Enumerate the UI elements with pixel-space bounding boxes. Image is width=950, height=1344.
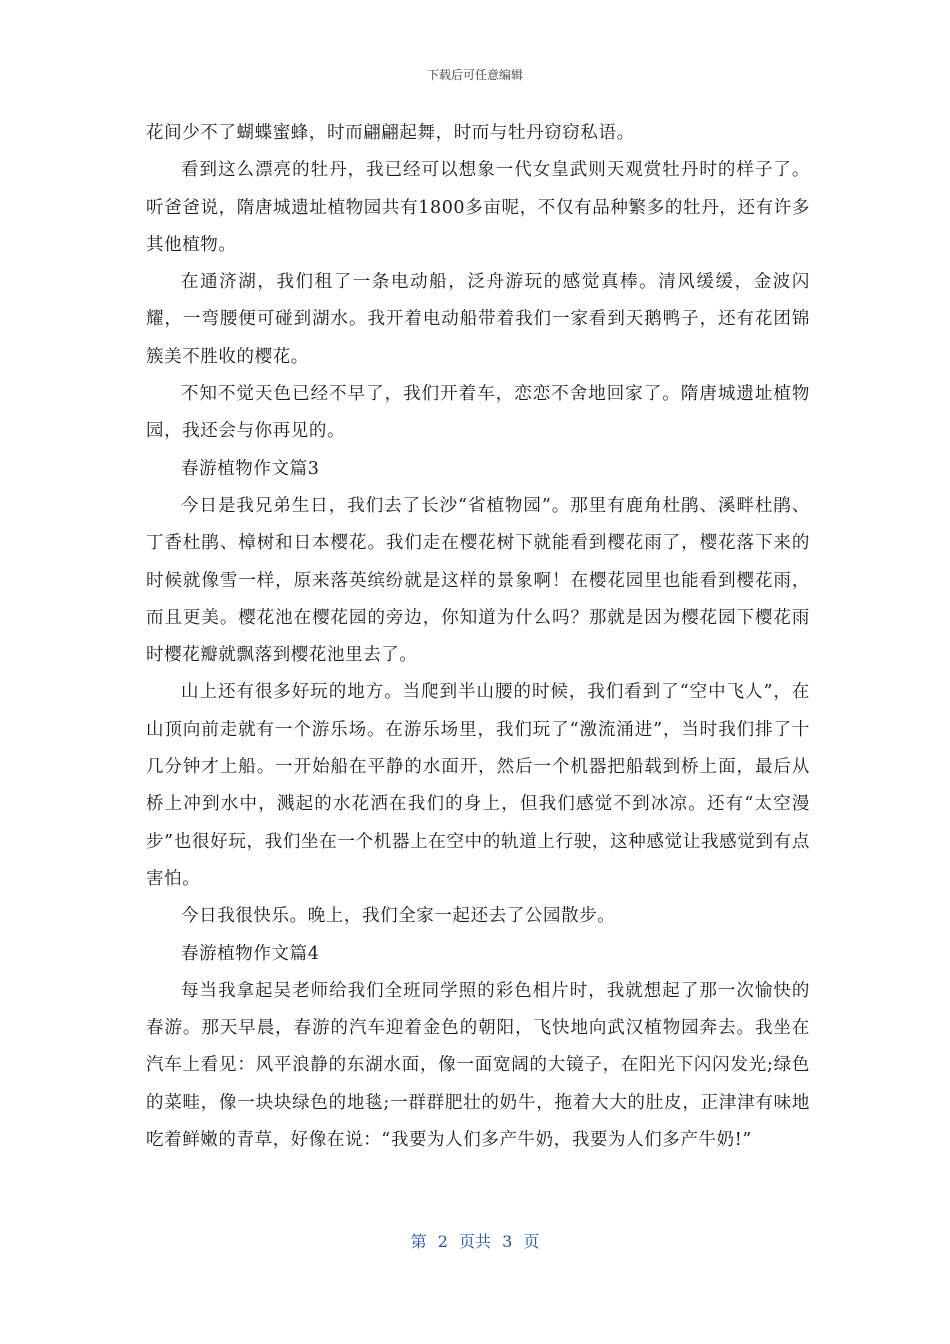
paragraph-continuation: 花间少不了蝴蝶蜜蜂，时而翩翩起舞，时而与牡丹窃窃私语。 <box>146 123 635 143</box>
page-header <box>0 66 950 83</box>
current-page-number: 2 <box>437 1232 448 1251</box>
header-note: 下载后可任意编辑 <box>426 68 523 82</box>
document-body <box>146 115 810 1159</box>
page-mid: 页共 <box>458 1232 491 1251</box>
paragraph: 在通济湖，我们租了一条电动船，泛舟游玩的感觉真棒。清风缓缓，金波闪耀，一弯腰便可碰到湖水。我开着电动船带着我们一家看到天鹅鸭子，还有花团锦簇美不胜收的樱花。 <box>146 272 810 367</box>
paragraph: 每当我拿起吴老师给我们全班同学照的彩色相片时，我就想起了那一次愉快的春游。那天早晨，春游的汽车迎着金色的朝阳，飞快地向武汉植物园奔去。我坐在汽车上看见：风平浪静的东湖水面，像一面宽阔的大镜子，在阳光下闪闪发光;绿色的菜畦，像一块块绿色的地毯;一群群肥壮的奶牛，拖着大大的肚皮，正津津有味地吃着鲜嫩的青草，好像在说：“我要为人们多产牛奶，我要为人们多产牛奶!” <box>146 980 810 1151</box>
paragraph: 不知不觉天色已经不早了，我们开着车，恋恋不舍地回家了。隋唐城遗址植物园，我还会与你再见的。 <box>146 384 810 442</box>
page-suffix: 页 <box>523 1232 540 1251</box>
page-prefix: 第 <box>410 1232 427 1251</box>
paragraph: 今日我很快乐。晚上，我们全家一起还去了公园散步。 <box>181 906 616 927</box>
paragraph: 今日是我兄弟生日，我们去了长沙“省植物园”。那里有鹿角杜鹃、溪畔杜鹃、丁香杜鹃、樟树和日本樱花。我们走在樱花树下就能看到樱花雨了，樱花落下来的时候就像雪一样，原来落英缤纷就是这样的景象啊！在樱花园里也能看到樱花雨，而且更美。樱花池在樱花园的旁边，你知道为什么吗？那就是因为樱花园下樱花雨时樱花瓣就飘落到樱花池里去了。 <box>146 495 810 666</box>
total-pages-number: 3 <box>502 1232 513 1251</box>
section-heading-4: 春游植物作文篇4 <box>181 943 320 964</box>
section-heading-3: 春游植物作文篇3 <box>181 458 320 479</box>
page-footer <box>0 1229 950 1252</box>
paragraph: 山上还有很多好玩的地方。当爬到半山腰的时候，我们看到了“空中飞人”，在山顶向前走就有一个游乐场。在游乐场里，我们玩了“激流涌进”，当时我们排了十几分钟才上船。一开始船在平静的水面开，然后一个机器把船载到桥上面，最后从桥上冲到水中，溅起的水花洒在我们的身上，但我们感觉不到冰凉。还有“太空漫步”也很好玩，我们坐在一个机器上在空中的轨道上行驶，这种感觉让我感觉到有点害怕。 <box>146 682 810 889</box>
paragraph: 看到这么漂亮的牡丹，我已经可以想象一代女皇武则天观赏牡丹时的样子了。听爸爸说，隋唐城遗址植物园共有1800多亩呢，不仅有品种繁多的牡丹，还有许多其他植物。 <box>146 160 810 255</box>
